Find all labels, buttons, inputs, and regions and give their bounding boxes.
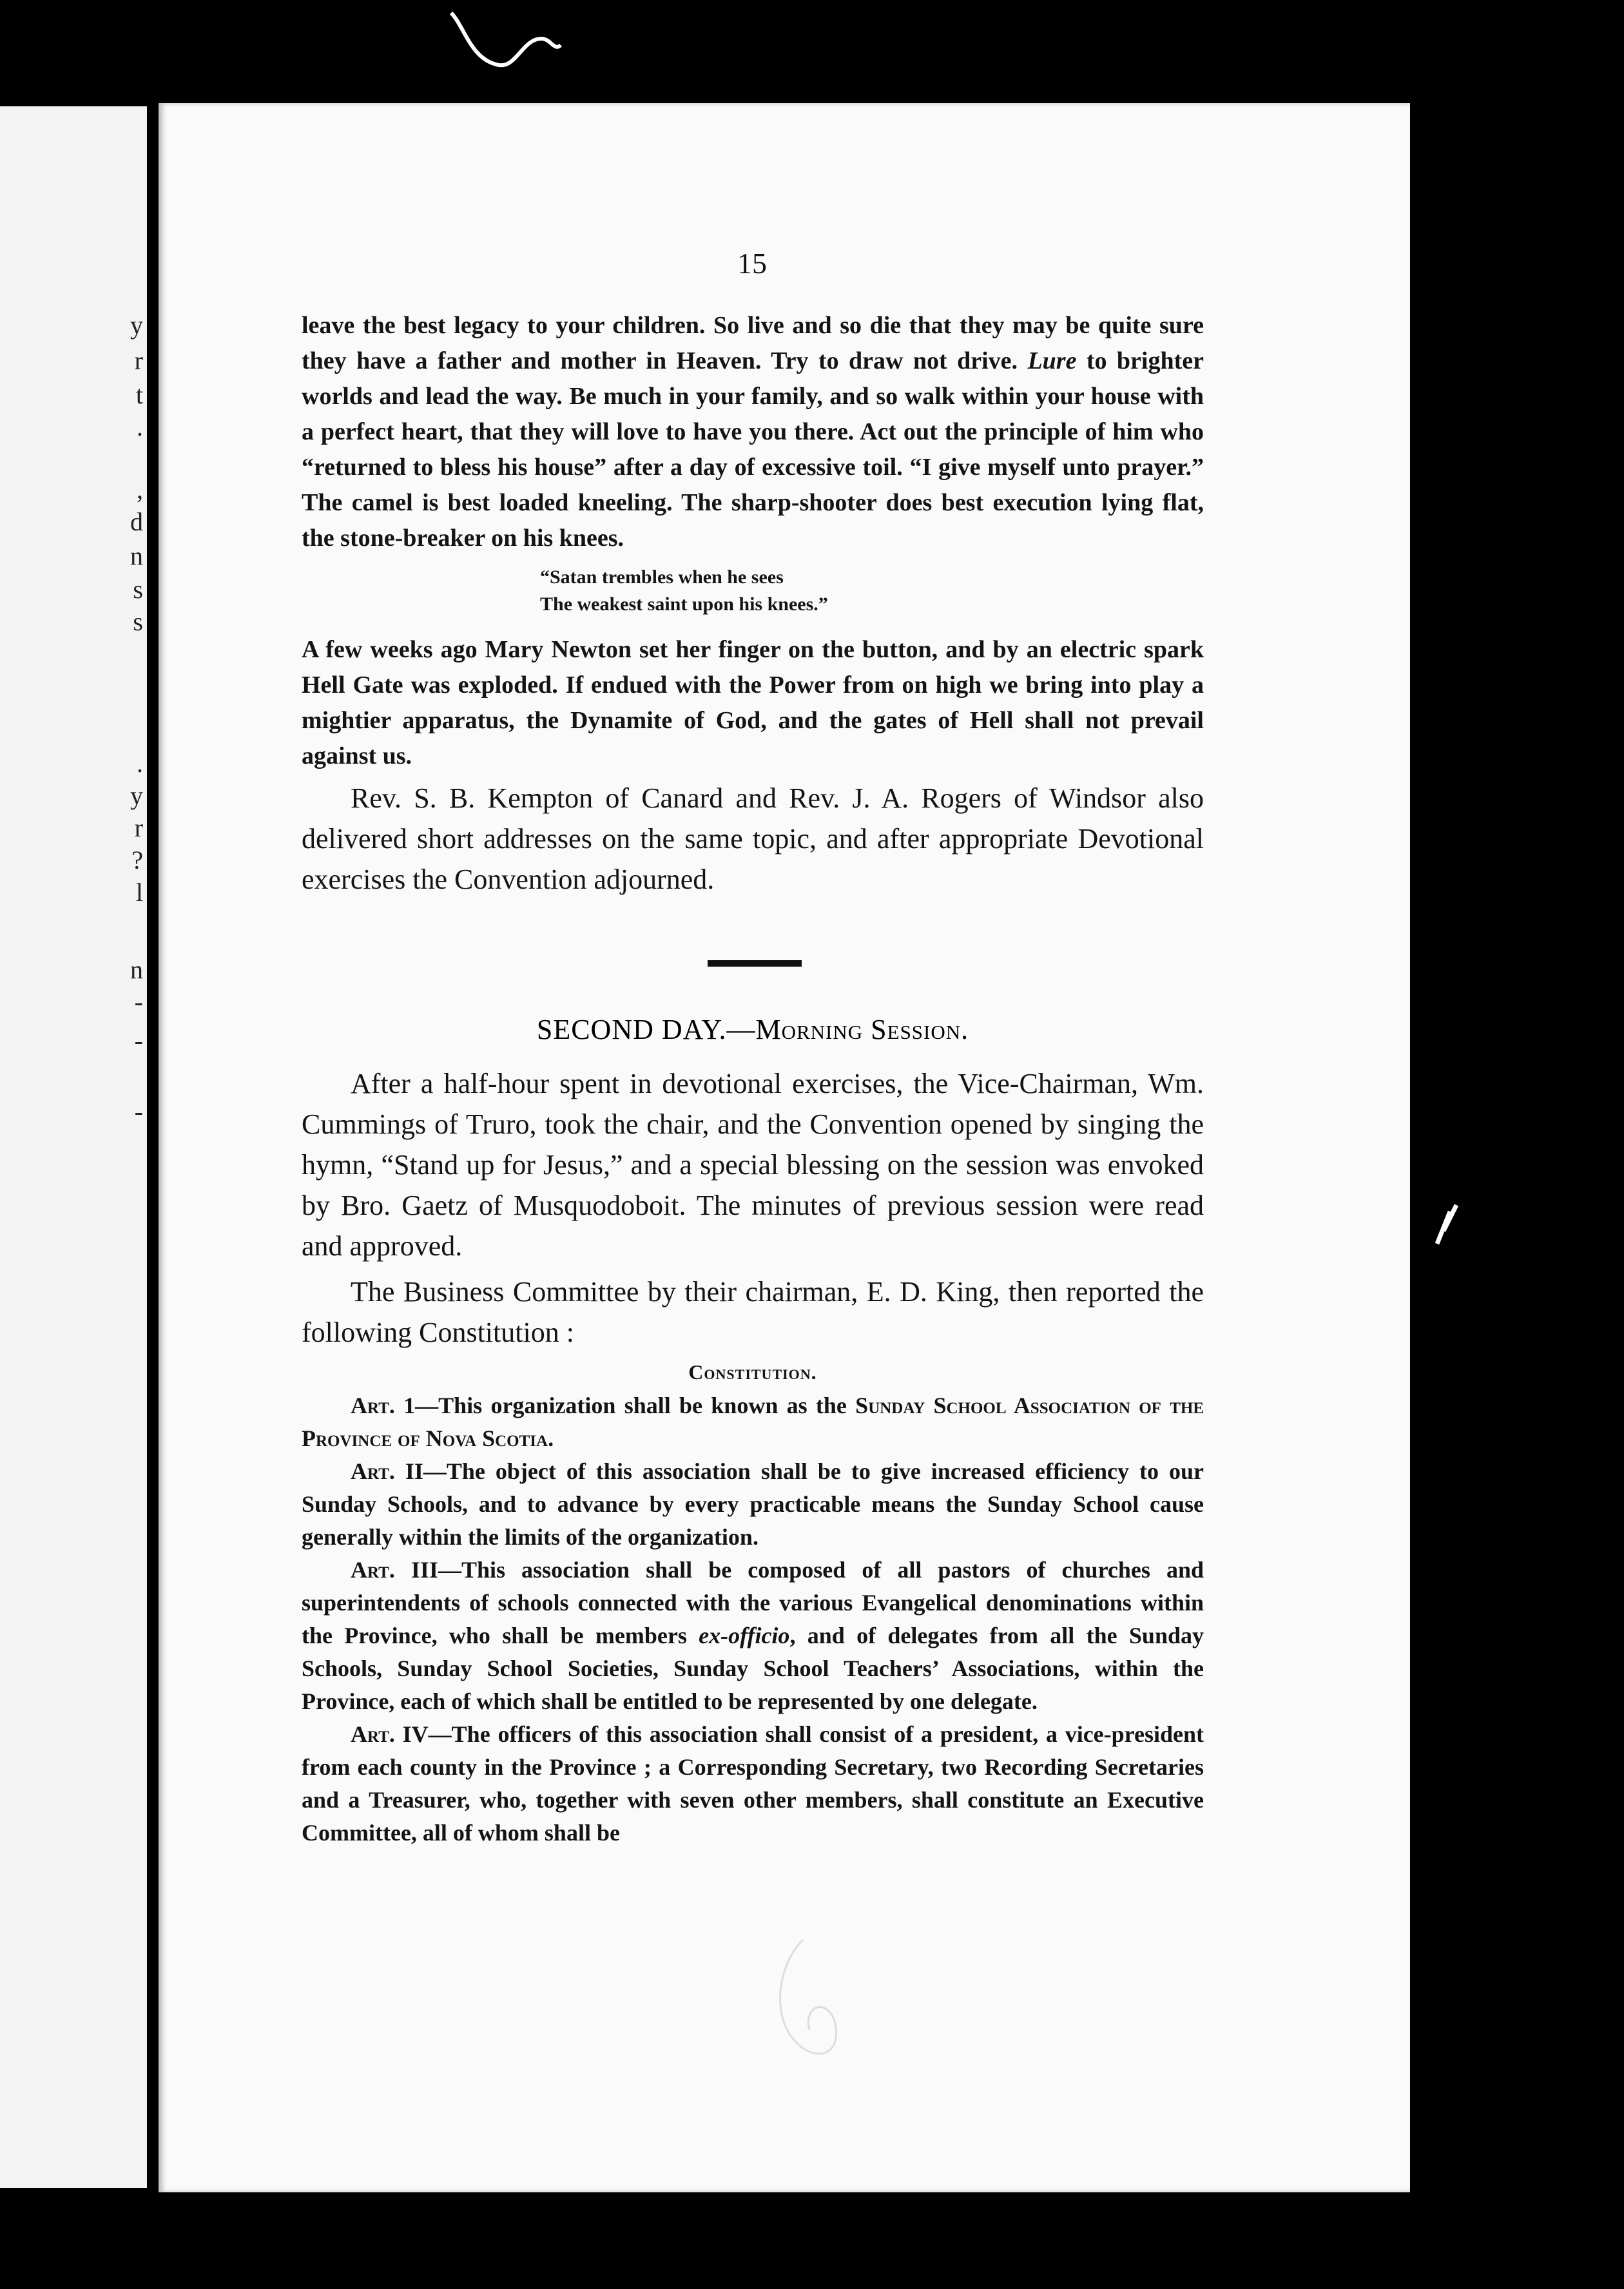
left-page-fragment: . bbox=[137, 412, 143, 441]
page-number: 15 bbox=[737, 247, 767, 280]
left-page-fragment: t bbox=[135, 380, 143, 409]
scan-mark-right bbox=[1424, 1199, 1463, 1250]
book-page bbox=[159, 103, 1410, 2192]
pencil-mark bbox=[764, 1927, 867, 2069]
book-gutter bbox=[147, 97, 159, 2197]
paragraph-hell-gate: A few weeks ago Mary Newton set her finger on the button, and by an electric spark Hell Gate was exploded. If endued with the Power from on high we bring into play a mightier apparatus, the Dynamite of God, and the gates of Hell shall not prevail against us. bbox=[302, 636, 1204, 769]
left-page-fragment: d bbox=[130, 507, 143, 536]
left-page-fragment: - bbox=[134, 1026, 143, 1055]
constitution-heading: Constitution. bbox=[688, 1360, 817, 1384]
left-page-fragment: l bbox=[135, 878, 143, 907]
left-page-fragment: y bbox=[130, 311, 143, 340]
section-divider bbox=[708, 960, 802, 967]
left-page-fragment: y bbox=[130, 781, 143, 810]
left-page-fragment: s bbox=[133, 575, 143, 604]
section-heading: SECOND DAY.—Morning Session. bbox=[536, 1014, 969, 1045]
left-page-fragment: r bbox=[134, 813, 143, 842]
lower-text-block bbox=[302, 1063, 1204, 1850]
paragraph-legacy: leave the best legacy to your children. So live and so die that they may be quite sure they have a father and mother in Heaven. Try to draw not drive. Lure to brighter worlds and lead the way. Be much in your family, and so walk within your house with a perfect heart, that they will love to have you there. Act out the principle of him who “returned to bless his house” after a day of excessive toil. “I give myself unto prayer.” The camel is best loaded kneeling. The sharp-shooter does best execution lying flat, the stone-breaker on his knees. bbox=[302, 312, 1204, 552]
article-2: Art. II—The object of this association shall be to give increased efficiency to our Sunday Schools, and to advance by every practicable means the Sunday School cause generally within the limits of the organization. bbox=[302, 1458, 1204, 1550]
left-page-fragment: ? bbox=[131, 845, 143, 874]
left-page-fragment: - bbox=[134, 987, 143, 1016]
left-page-fragment: - bbox=[134, 1097, 143, 1126]
left-page-fragment: n bbox=[130, 541, 143, 570]
left-page-fragment: . bbox=[137, 749, 143, 778]
upper-text-block bbox=[302, 308, 1204, 900]
paragraph-devotional: After a half-hour spent in devotional exercises, the Vice-Chairman, Wm. Cummings of Truro, took the chair, and the Convention opened by singing the hymn, “Stand up for Jesus,” and a special blessing on the session was envoked by Bro. Gaetz of Musquodoboit. The minutes of previous session were read and approved. bbox=[302, 1068, 1204, 1262]
paragraph-kempton: Rev. S. B. Kempton of Canard and Rev. J. A. Rogers of Windsor also delivered short addresses on the same topic, and after appropriate Devotional exercises the Convention adjourned. bbox=[302, 782, 1204, 895]
article-1: Art. 1—This organization shall be known as the Sunday School Association of the Province of Nova Scotia. bbox=[302, 1393, 1204, 1451]
verse-line: The weakest saint upon his knees.” bbox=[540, 594, 828, 615]
scan-mark-top bbox=[445, 0, 567, 77]
left-page-fragment: n bbox=[130, 955, 143, 984]
left-page-fragment: r bbox=[134, 346, 143, 375]
previous-page-strip bbox=[0, 106, 147, 2188]
left-page-fragment: s bbox=[133, 607, 143, 636]
article-3: Art. III—This association shall be composed of all pastors of churches and superintendents of schools connected with the various Evangelical denominations within the Province, who shall be members ex-officio, and of delegates from all the Sunday Schools, Sunday School Societies, Sunday School Teachers’ Associations, within the Province, each of which shall be entitled to be represented by one delegate. bbox=[302, 1557, 1204, 1714]
verse-line: “Satan trembles when he sees bbox=[540, 566, 784, 588]
paragraph-business-committee: The Business Committee by their chairman, E. D. King, then reported the following Constitution : bbox=[302, 1276, 1204, 1348]
article-4: Art. IV—The officers of this association shall consist of a president, a vice-president from each county in the Province ; a Corresponding Secretary, two Recording Secretaries and a Treasurer, who, together with seven other members, shall constitute an Executive Committee, all of whom shall be bbox=[302, 1721, 1204, 1846]
left-page-fragment: , bbox=[137, 475, 143, 504]
